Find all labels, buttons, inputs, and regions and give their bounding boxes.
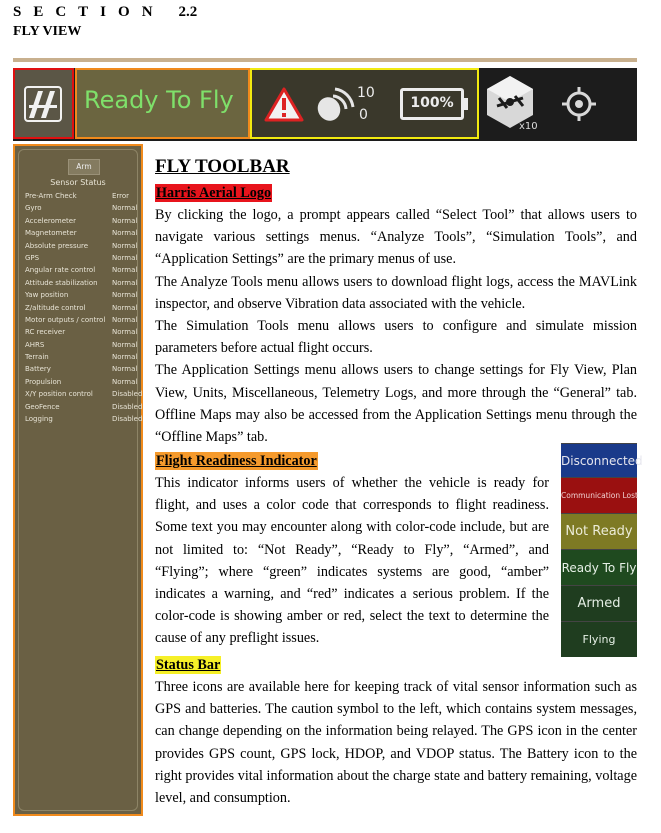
sensor-row [25,401,143,413]
flight-readiness-indicator[interactable] [75,68,250,139]
sensor-row [25,302,143,314]
sensor-status: Normal [112,365,138,374]
sensor-name: Motor outputs / control [25,315,106,324]
readiness-text: Ready To Fly [84,86,234,114]
harris-logo-icon [15,70,72,137]
logo-paragraph-2: The Analyze Tools menu allows users to download flight logs, access the MAVLink inspector, and observe Vibration data associated with the vehicle. [155,273,637,312]
sensor-name: Z/altitude control [25,303,86,312]
sensor-row [25,376,143,388]
section-label [13,4,197,21]
sensor-status: Error [112,192,130,200]
sensor-row [25,190,143,202]
warning-icon[interactable] [264,87,304,123]
toolbar-right [479,68,637,139]
gps-count: 10 [357,85,375,101]
sensor-name: Angular rate control [25,266,96,275]
readiness-state-1: Communication Lost [561,477,637,513]
sensor-status: Normal [112,315,138,324]
sensor-row [25,314,143,326]
panel-frame [18,149,143,811]
sensor-row [25,277,143,289]
battery-terminal [464,98,468,110]
battery-icon[interactable] [400,88,464,120]
sensor-status: Disabled [112,415,143,424]
sensor-name: AHRS [25,340,45,349]
sensor-status-title: Sensor Status [50,178,106,187]
section-word: SECTION [13,4,165,20]
sensor-status: Normal [112,291,138,300]
sensor-name: Accelerometer [25,216,76,225]
sensor-name: Attitude stabilization [25,278,98,287]
gps-satellite-icon[interactable] [314,84,356,124]
sensor-name: Absolute pressure [25,241,89,250]
status-paragraph: Three icons are available here for keeping track of vital sensor information such as GPS and batteries. The caution symbol to the left, which contains system messages, can change depending on the information being relayed. The GPS icon in the center provides GPS count, GPS lock, HDOP, and VDOP status. The Battery icon to the right provides vital information about the charge state and battery remaining, voltage level, and consumption. [155,679,637,807]
sensor-status: Normal [112,241,138,250]
vehicle-multiplier: x10 [519,121,538,132]
crosshair-icon[interactable] [561,86,597,122]
harris-logo-button[interactable] [13,68,74,139]
readiness-state-4: Armed [561,585,637,621]
logo-paragraph-4: The Application Settings menu allows users to change settings for Fly View, Plan View, Units, Miscellaneous, Telemetry Logs, and more through the “General” tab. Offline Maps may also be accessed from the Application Settings menu through the “Offline Maps” tab. [155,362,637,446]
sensor-row [25,240,143,252]
sensor-status: Disabled [112,402,143,411]
battery-percent: 100% [410,95,454,111]
sensor-row [25,351,143,363]
sensor-row [25,215,143,227]
sensor-status: Normal [112,204,138,213]
sensor-row [25,363,143,375]
sensor-row [25,326,143,338]
sensor-name: Magnetometer [25,229,77,238]
readiness-paragraph: This indicator informs users of whether the vehicle is ready for flight, and uses a color code that corresponds to flight readiness. Some text you may encounter along with color-code include, but are not limited to: “Not Ready”, “Ready to Fly”, “Armed”, and “Flying”; where “green” indicates systems are good, “amber” indicates a warning, and “red” indicates a serious problem. If the color-code is showing amber or red, select the text to determine the cause of any preflight issues. [155,475,549,647]
readiness-state-0: Disconnected [561,443,637,477]
sensor-row [25,388,143,400]
sensor-name: Propulsion [25,377,62,386]
sensor-status: Normal [112,377,138,386]
logo-paragraph-3: The Simulation Tools menu allows users to configure and simulate mission parameters before actual flight occurs. [155,318,637,357]
sensor-status-panel [13,144,143,816]
status-bar [250,68,479,139]
logo-description [155,204,637,448]
logo-heading: Harris Aerial Logo [156,185,272,201]
sensor-status: Disabled [112,390,143,399]
sensor-status: Normal [112,216,138,225]
sensor-row [25,227,143,239]
section-subtitle: FLY VIEW [13,24,82,39]
sensor-status: Normal [112,328,138,337]
sensor-name: X/Y position control [25,390,93,399]
sensor-row [25,264,143,276]
page-title: FLY TOOLBAR [155,156,290,177]
sensor-name: Battery [25,365,51,374]
sensor-row [25,413,143,425]
sensor-name: Logging [25,415,53,424]
sensor-status: Normal [112,303,138,312]
sensor-name: Pre-Arm Check [25,192,77,200]
sensor-status: Normal [112,353,138,362]
sensor-list [25,190,143,425]
readiness-state-5: Flying [561,621,637,657]
sensor-name: GPS [25,253,40,262]
sensor-name: RC receiver [25,328,66,337]
status-heading: Status Bar [156,657,221,673]
logo-paragraph-1: By clicking the logo, a prompt appears called “Select Tool” that allows users to navigate various settings menus. “Analyze Tools”, “Simulation Tools”, and “Application Settings” are the primary menus of use. [155,207,637,268]
header-rule [13,58,637,62]
gps-hdop: 0 [359,107,368,123]
sensor-row [25,339,143,351]
sensor-name: Terrain [25,353,49,362]
sensor-status: Normal [112,340,138,349]
sensor-status: Normal [112,229,138,238]
readiness-state-2: Not Ready [561,513,637,549]
sensor-row [25,202,143,214]
section-number: 2.2 [178,4,198,20]
sensor-status: Normal [112,278,138,287]
readiness-states-figure [561,443,643,657]
sensor-name: Gyro [25,204,42,213]
sensor-status: Normal [112,266,138,275]
readiness-heading: Flight Readiness Indicator [156,453,317,469]
fly-toolbar [13,68,637,141]
sensor-name: Yaw position [25,291,69,300]
sensor-name: GeoFence [25,402,60,411]
arm-button[interactable]: Arm [68,159,100,175]
sensor-row [25,252,143,264]
readiness-state-3: Ready To Fly [561,549,637,585]
sensor-row [25,289,143,301]
sensor-status: Normal [112,253,138,262]
